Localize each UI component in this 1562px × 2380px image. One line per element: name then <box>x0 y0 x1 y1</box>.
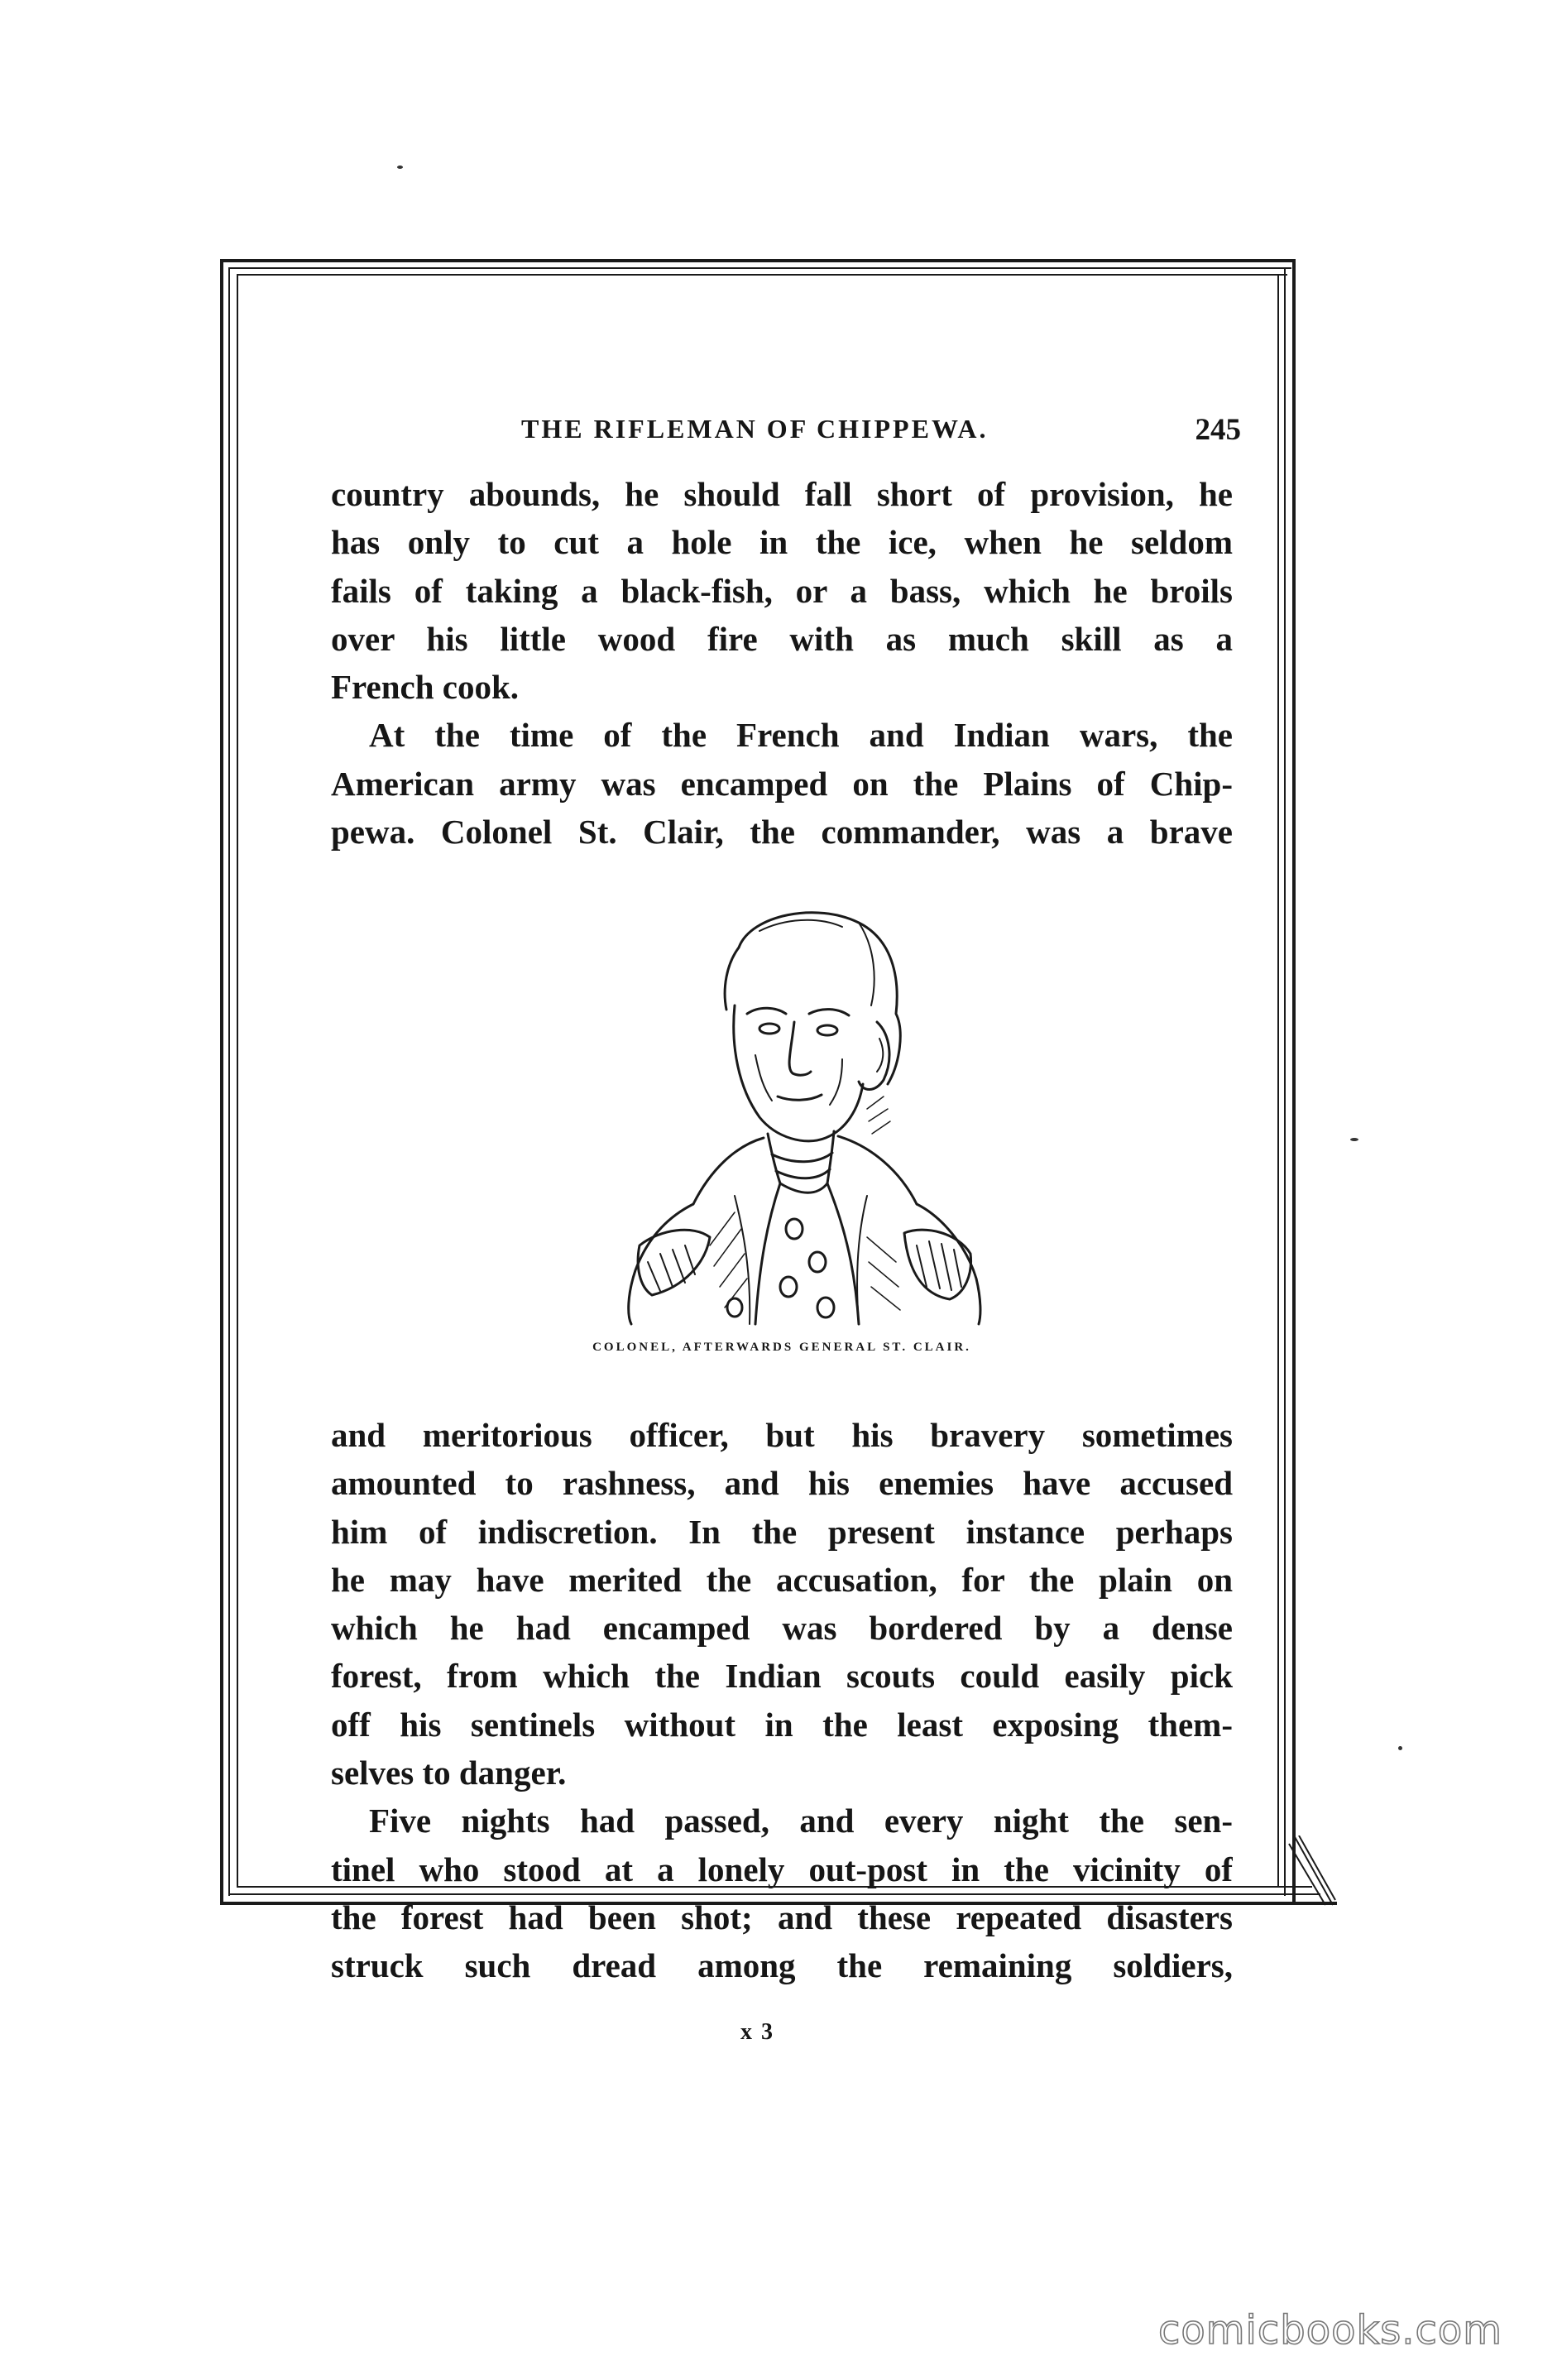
scan-speck <box>1350 1138 1358 1141</box>
text-line: French cook. <box>331 668 520 707</box>
text-line: him of indiscretion. In the present instance perhaps <box>331 1512 1233 1551</box>
page-number: 245 <box>1195 413 1241 447</box>
text-line: has only to cut a hole in the ice, when he seldom <box>331 523 1233 562</box>
text-line: pewa. Colonel St. Clair, the commander, was a brave <box>331 813 1233 852</box>
text-line: country abounds, he should fall short of provision, he <box>331 475 1233 513</box>
text-line: which he had encamped was bordered by a dense <box>331 1609 1233 1648</box>
portrait-engraving-icon <box>569 898 991 1328</box>
running-header <box>331 414 1241 463</box>
illustration-caption: COLONEL, AFTERWARDS GENERAL ST. CLAIR. <box>592 1341 971 1354</box>
paragraph-block-1 <box>331 470 1233 856</box>
scan-speck <box>397 166 403 169</box>
text-line: Five nights had passed, and every night the sen- <box>369 1802 1233 1840</box>
text-line: the forest had been shot; and these repeated disasters <box>331 1898 1233 1936</box>
text-line: struck such dread among the remaining soldiers, <box>331 1946 1233 1985</box>
signature-mark: x 3 <box>740 2019 774 2045</box>
running-title: THE RIFLEMAN OF CHIPPEWA. <box>521 414 989 444</box>
paragraph-block-2 <box>331 1411 1233 1990</box>
watermark-logo: comicbooks.com <box>1158 2307 1503 2354</box>
text-line: fails of taking a black-fish, or a bass, which he broils <box>331 571 1233 610</box>
text-line: over his little wood fire with as much skill as a <box>331 619 1233 658</box>
text-line: forest, from which the Indian scouts could easily pick <box>331 1657 1233 1696</box>
text-line: he may have merited the accusation, for the plain on <box>331 1560 1233 1599</box>
text-line: amounted to rashness, and his enemies have accused <box>331 1464 1233 1503</box>
text-line: At the time of the French and Indian wars, the <box>369 716 1233 755</box>
scan-speck <box>1398 1746 1402 1750</box>
text-line: selves to danger. <box>331 1754 567 1792</box>
frame-corner-flourish <box>1287 1835 1337 1910</box>
text-line: and meritorious officer, but his bravery sometimes <box>331 1416 1233 1454</box>
text-line: tinel who stood at a lonely out-post in the vicinity of <box>331 1850 1233 1888</box>
text-line: off his sentinels without in the least exposing them- <box>331 1705 1233 1744</box>
text-line: American army was encamped on the Plains of Chip- <box>331 764 1233 803</box>
